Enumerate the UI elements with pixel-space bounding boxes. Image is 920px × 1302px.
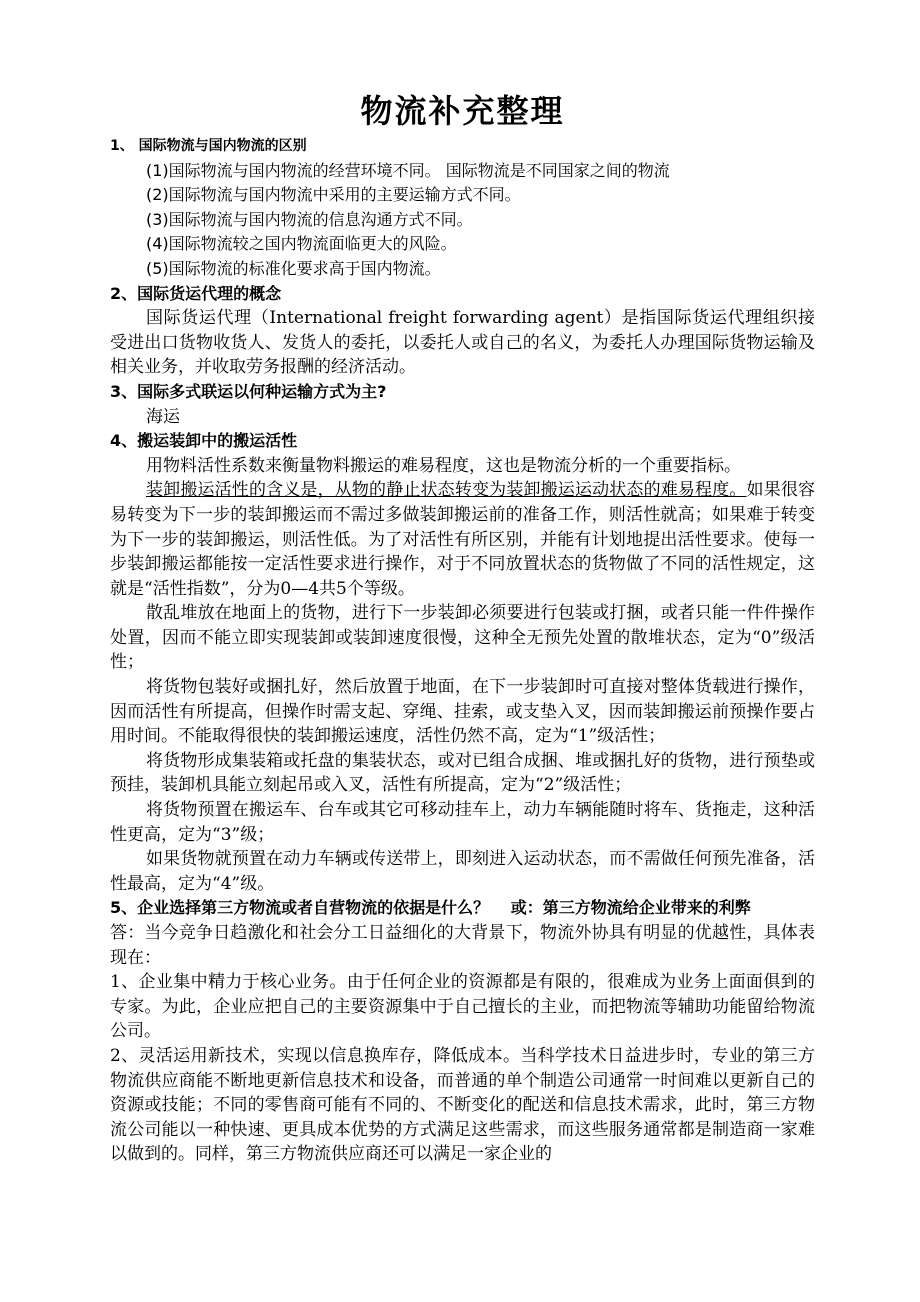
- list-item: (3)国际物流与国内物流的信息沟通方式不同。: [146, 209, 473, 229]
- paragraph-continuation: 如果很容易转变为下一步的装卸搬运而不需过多做装卸搬运前的准备工作，则活性就高；如果难于转变为下一步的装卸搬运，则活性低。为了对活性有所区别，并能有计划地提出活性要求。使每一步装卸搬运都能按一定活性要求进行操作，对于不同放置状态的货物做了不同的活性规定，这就是“活性指数”，分为0—4共5个等级。: [110, 480, 816, 599]
- section-3-heading: 3、国际多式联运以何种运输方式为主?: [110, 381, 387, 401]
- section-5-point: 2、灵活运用新技术，实现以信息换库存，降低成本。当科学技术日益进步时，专业的第三方物流供应商能不断地更新信息技术和设备，而普通的单个制造公司通常一时间难以更新自己的资源或技能；不同的零售商可能有不同的、不断变化的配送和信息技术需求，此时，第三方物流公司能以一种快速、更具成本优势的方式满足这些需求，而这些服务通常都是制造商一家难以做到的。同样，第三方物流供应商还可以满足一家企业的: [110, 1045, 815, 1165]
- section-4-paragraph: 将货物包装好或捆扎好，然后放置于地面，在下一步装卸时可直接对整体货载进行操作，因而活性有所提高，但操作时需支起、穿绳、挂索，或支垫入叉，因而装卸搬运前预操作要占用时间。不能取得很快的装卸搬运速度，活性仍然不高，定为“1”级活性；: [110, 677, 815, 747]
- document-page: [110, 88, 815, 1167]
- section-4-paragraph: 将货物预置在搬运车、台车或其它可移动挂车上，动力车辆能随时将车、货拖走，这种活性更高，定为“3”级；: [110, 800, 815, 845]
- section-3-answer: 海运: [146, 406, 180, 427]
- list-item: (1)国际物流与国内物流的经营环境不同。 国际物流是不同国家之间的物流: [146, 160, 670, 180]
- list-item: (4)国际物流较之国内物流面临更大的风险。: [146, 234, 457, 254]
- underlined-definition: 装卸搬运活性的含义是，从物的静止状态转变为装卸搬运运动状态的难易程度。: [146, 480, 747, 501]
- section-4-paragraph: 散乱堆放在地面上的货物，进行下一步装卸必须要进行包装或打捆，或者只能一件件操作处置，因而不能立即实现装卸或装卸速度很慢，这种全无预先处置的散堆状态，定为“0”级活性；: [110, 603, 815, 673]
- section-4-paragraph: 如果货物就预置在动力车辆或传送带上，即刻进入运动状态，而不需做任何预先准备，活性最高，定为“4”级。: [110, 849, 815, 894]
- section-5-point: 1、企业集中精力于核心业务。由于任何企业的资源都是有限的，很难成为业务上面面俱到的专家。为此，企业应把自己的主要资源集中于自己擅长的主业，而把物流等辅助功能留给物流公司。: [110, 972, 815, 1042]
- section-5-intro: 答：当今竞争日趋激化和社会分工日益细化的大背景下，物流外协具有明显的优越性，具体表现在：: [110, 923, 815, 968]
- page-title: 物流补充整理: [360, 92, 565, 130]
- section-5-heading: 5、企业选择第三方物流或者自营物流的依据是什么？ 或：第三方物流给企业带来的利弊: [110, 898, 751, 918]
- section-2-body: 国际货运代理（International freight forwarding agent）是指国际货运代理组织接受进出口货物收货人、发货人的委托，以委托人或自己的名义，为委托人办理国际货物运输及相关业务，并收取劳务报酬的经济活动。: [110, 308, 815, 378]
- section-1-heading: 1、 国际物流与国内物流的区别: [110, 138, 307, 154]
- list-item: (2)国际物流与国内物流中采用的主要运输方式不同。: [146, 185, 521, 205]
- section-4-heading: 4、搬运装卸中的搬运活性: [110, 431, 298, 451]
- section-4-paragraph: 将货物形成集装箱或托盘的集装状态，或对已组合成捆、堆或捆扎好的货物，进行预垫或预挂，装卸机具能立刻起吊或入叉，活性有所提高，定为“2”级活性；: [110, 750, 815, 796]
- list-item: (5)国际物流的标准化要求高于国内物流。: [146, 258, 441, 278]
- section-2-heading: 2、国际货运代理的概念: [110, 283, 282, 303]
- section-4-paragraph: [110, 478, 815, 601]
- section-1-list: [110, 159, 815, 282]
- section-4-paragraph: 用物料活性系数来衡量物料搬运的难易程度，这也是物流分析的一个重要指标。: [146, 455, 741, 476]
